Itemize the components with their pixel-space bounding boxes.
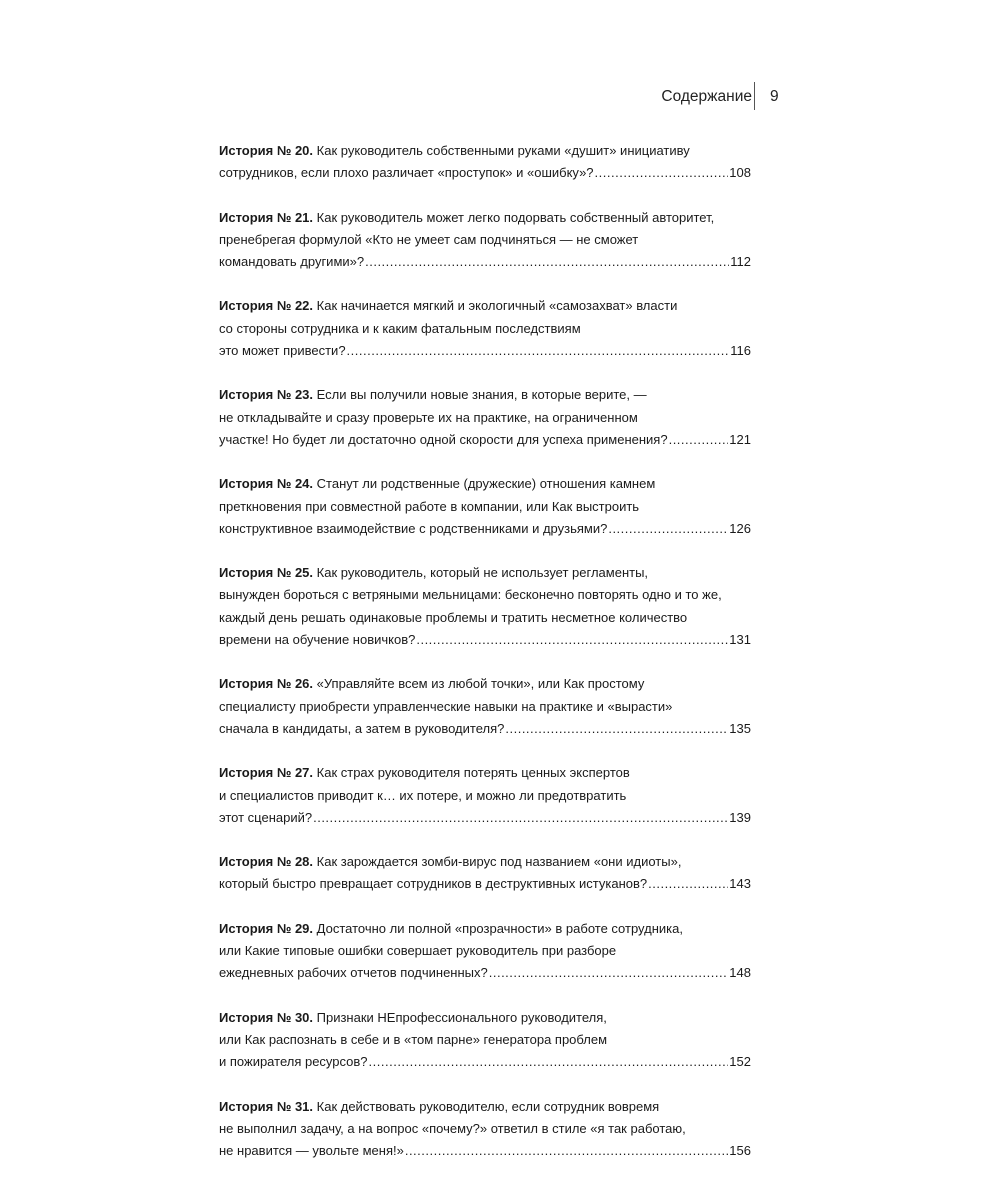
toc-entry-label: История № 30. [219,1009,314,1025]
toc-entry-text: не откладывайте и сразу проверьте их на практике, на ограниченном [219,409,638,425]
toc-entry-line [219,762,751,784]
dot-leader [669,429,729,451]
toc-entry-line [219,629,751,651]
toc-entry-text: и специалистов приводит к… их потере, и можно ли предотвратить [219,787,627,803]
toc-entry-text: конструктивное взаимодействие с родственниками и друзьями? [219,520,608,536]
toc-entry-line [219,785,751,807]
toc-entry-text: Как начинается мягкий и экологичный «самозахват» власти [316,298,678,314]
toc-entry[interactable] [219,1096,751,1163]
toc-entry-line [219,429,751,451]
dot-leader [313,807,728,829]
toc-entry-line [219,696,751,718]
toc-entry-text: этот сценарий? [219,809,313,825]
toc-entry[interactable] [219,851,751,896]
toc-entry-page: 126 [729,520,751,536]
toc-entry-text: это может привести? [219,343,346,359]
toc-entry-line [219,207,751,229]
toc-entry-line [219,340,751,362]
toc-entry-line [219,251,751,273]
dot-leader [347,340,730,362]
toc-entry-line [219,673,751,695]
toc-entry-line [219,384,751,406]
header-divider [754,82,755,110]
toc-entry-line [219,584,751,606]
toc-entry-label: История № 25. [219,565,314,581]
running-header [620,86,820,112]
toc-entry-label: История № 28. [219,854,314,870]
dot-leader [489,962,729,984]
toc-entry[interactable] [219,473,751,540]
toc-entry-text: «Управляйте всем из любой точки», или Как простому [316,676,645,692]
toc-entry-line [219,162,751,184]
toc-entry-label: История № 21. [219,209,314,225]
toc-entry[interactable] [219,762,751,829]
toc-entry-line [219,851,751,873]
toc-entry-line [219,295,751,317]
toc-entry-line [219,407,751,429]
toc-entry-line [219,1029,751,1051]
toc-entry-line [219,1118,751,1140]
toc-entry-page: 143 [729,876,751,892]
toc-entry-label: История № 27. [219,765,314,781]
toc-entry-label: История № 22. [219,298,314,314]
toc-entry-page: 108 [729,165,751,181]
toc-entry-label: История № 24. [219,476,314,492]
toc-entry-line [219,918,751,940]
toc-entry-text: не нравится — увольте меня!» [219,1143,404,1159]
toc-entry-page: 116 [730,343,751,359]
table-of-contents [219,140,751,1184]
toc-entry[interactable] [219,207,751,274]
toc-entry-text: Станут ли родственные (дружеские) отношения камнем [316,476,656,492]
toc-entry-text: сотрудников, если плохо различает «проступок» и «ошибку»? [219,165,594,181]
dot-leader [365,251,729,273]
dot-leader [369,1051,729,1073]
dot-leader [505,718,728,740]
toc-entry-label: История № 20. [219,143,314,158]
header-title: Содержание [661,88,752,105]
toc-entry-text: участке! Но будет ли достаточно одной скорости для успеха применения? [219,431,668,447]
toc-entry-line [219,496,751,518]
toc-entry-line [219,229,751,251]
toc-entry-page: 135 [729,720,751,736]
toc-entry-text: Как руководитель, который не использует регламенты, [316,565,649,581]
toc-entry-text: или Какие типовые ошибки совершает руководитель при разборе [219,943,617,959]
toc-entry-label: История № 29. [219,920,314,936]
toc-entry-line [219,962,751,984]
toc-entry-text: Как зарождается зомби-вирус под названием «они идиоты», [316,854,682,870]
toc-entry-line [219,1096,751,1118]
toc-entry-text: со стороны сотрудника и к каким фатальным последствиям [219,320,581,336]
toc-entry-text: времени на обучение новичков? [219,632,416,648]
toc-entry-label: История № 31. [219,1098,314,1114]
toc-entry-text: Как руководитель собственными руками «душит» инициативу [316,143,690,158]
toc-entry-text: вынужден бороться с ветряными мельницами: бесконечно повторять одно и то же, [219,587,722,603]
dot-leader [648,873,728,895]
toc-entry[interactable] [219,918,751,985]
toc-entry-text: который быстро превращает сотрудников в деструктивных истуканов? [219,876,648,892]
toc-entry-page: 112 [730,254,751,270]
toc-entry-page: 131 [729,632,751,648]
toc-entry-line [219,1051,751,1073]
toc-entry-text: или Как распознать в себе и в «том парне» генератора проблем [219,1031,608,1047]
toc-entry[interactable] [219,673,751,740]
toc-entry-line [219,318,751,340]
dot-leader [608,518,728,540]
toc-entry-page: 148 [729,965,751,981]
toc-entry-line [219,940,751,962]
toc-entry-label: История № 23. [219,387,314,403]
toc-entry-text: ежедневных рабочих отчетов подчиненных? [219,965,488,981]
toc-entry-label: История № 26. [219,676,314,692]
toc-entry-text: Если вы получили новые знания, в которые верите, — [316,387,647,403]
toc-entry[interactable] [219,1007,751,1074]
toc-entry-text: и пожирателя ресурсов? [219,1054,368,1070]
toc-entry-line [219,873,751,895]
toc-entry-text: преткновения при совместной работе в компании, или Как выстроить [219,498,640,514]
toc-entry-line [219,562,751,584]
toc-entry-text: каждый день решать одинаковые проблемы и тратить несметное количество [219,609,688,625]
toc-entry-page: 121 [729,431,751,447]
toc-entry[interactable] [219,562,751,651]
toc-entry[interactable] [219,295,751,362]
toc-entry-page: 152 [729,1054,751,1070]
toc-entry-page: 139 [729,809,751,825]
dot-leader [405,1140,728,1162]
toc-entry[interactable] [219,384,751,451]
toc-entry-text: Как руководитель может легко подорвать собственный авторитет, [316,209,715,225]
toc-entry-text: специалисту приобрести управленческие навыки на практике и «вырасти» [219,698,673,714]
toc-entry-text: пренебрегая формулой «Кто не умеет сам подчиняться — не сможет [219,231,639,247]
toc-entry-text: командовать другими»? [219,254,365,270]
toc-entry-line [219,607,751,629]
toc-entry-text: не выполнил задачу, а на вопрос «почему?» ответил в стиле «я так работаю, [219,1120,686,1136]
toc-entry[interactable] [219,140,751,185]
toc-entry-text: Как страх руководителя потерять ценных экспертов [316,765,630,781]
header-page-number: 9 [770,88,779,105]
toc-entry-line [219,1140,751,1162]
dot-leader [595,162,729,184]
toc-entry-line [219,807,751,829]
toc-entry-text: сначала в кандидаты, а затем в руководителя? [219,720,505,736]
toc-entry-line [219,140,751,162]
dot-leader [416,629,728,651]
toc-entry-line [219,1007,751,1029]
toc-entry-text: Признаки НЕпрофессионального руководителя, [316,1009,607,1025]
toc-entry-line [219,473,751,495]
toc-entry-text: Достаточно ли полной «прозрачности» в работе сотрудника, [316,920,683,936]
toc-entry-page: 156 [729,1143,751,1159]
toc-entry-text: Как действовать руководителю, если сотрудник вовремя [316,1098,660,1114]
toc-entry-line [219,518,751,540]
toc-entry-line [219,718,751,740]
